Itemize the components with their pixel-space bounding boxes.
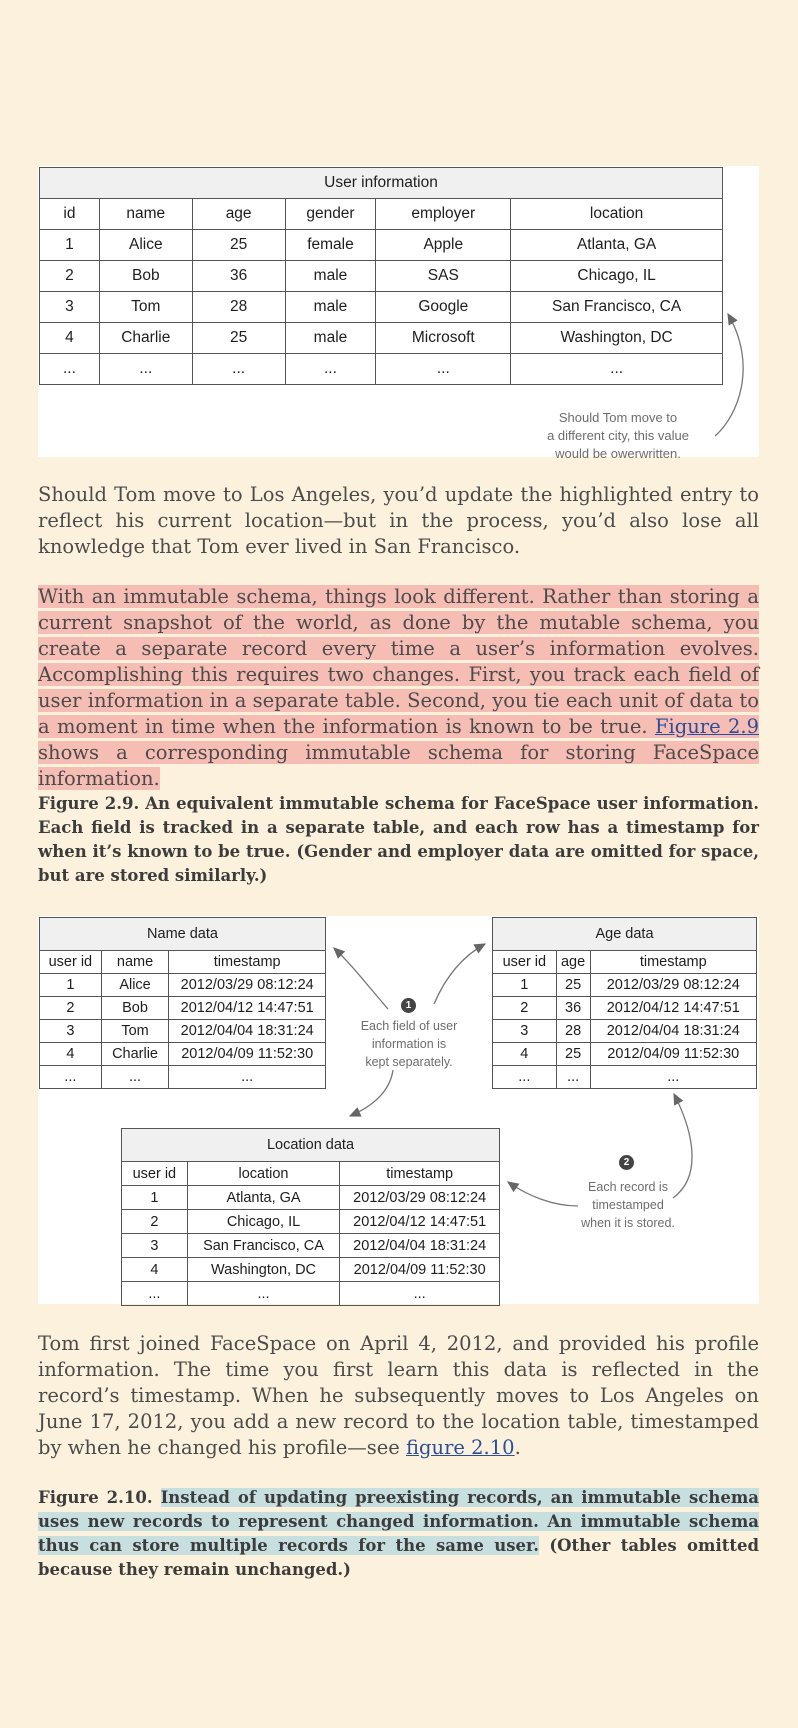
cell: 2012/04/09 11:52:30 xyxy=(590,1043,756,1066)
cell: 3 xyxy=(122,1234,188,1258)
cell: San Francisco, CA xyxy=(187,1234,340,1258)
cell: 2012/03/29 08:12:24 xyxy=(169,974,326,997)
overwrite-arrow xyxy=(38,166,759,457)
column-header: employer xyxy=(376,199,511,230)
cell: 3 xyxy=(40,1020,102,1043)
cell: 2012/04/12 14:47:51 xyxy=(340,1210,500,1234)
figure-2-9-caption: Figure 2.9. An equivalent immutable schema for FaceSpace user information. Each field is tracked in a separate table, and each row has a timestamp for when it’s known to be true. (Gender and employer data are omitted for space, but are stored similarly.) xyxy=(38,794,759,885)
paragraph-text: With an immutable schema, things look different. Rather than storing a current snapshot of the world, as done by the mutable schema, you create a separate record every time a user’s information evolves. Accomplishing this requires two changes. First, you track each field of user information in a separate table. Second, you tie each unit of data to a moment in time when the information is known to be true. xyxy=(38,585,759,738)
cell: SAS xyxy=(376,261,511,292)
caption-rest: (Other tables omitted because they remain unchanged.) xyxy=(38,1536,759,1579)
cell: ... xyxy=(285,354,376,385)
user-information-title: User information xyxy=(40,168,723,199)
cell: 2012/03/29 08:12:24 xyxy=(590,974,756,997)
cell: Washington, DC xyxy=(511,323,723,354)
cell: ... xyxy=(40,1066,102,1089)
cell: male xyxy=(285,261,376,292)
figure-2-10-caption xyxy=(38,1486,759,1582)
cell: ... xyxy=(511,354,723,385)
cell: ... xyxy=(556,1066,590,1089)
column-header: timestamp xyxy=(590,951,756,974)
column-header: user id xyxy=(40,951,102,974)
figure-2-10-link[interactable]: figure 2.10 xyxy=(406,1436,515,1459)
column-header: age xyxy=(556,951,590,974)
cell: 1 xyxy=(40,974,102,997)
location-data-title: Location data xyxy=(122,1129,500,1162)
cell: ... xyxy=(169,1066,326,1089)
cell: 36 xyxy=(192,261,285,292)
cell: 1 xyxy=(40,230,100,261)
note-line: Each field of user xyxy=(360,1019,458,1033)
cell: Apple xyxy=(376,230,511,261)
cell: 2 xyxy=(493,997,557,1020)
cell: Bob xyxy=(101,997,169,1020)
cell: Bob xyxy=(99,261,192,292)
cell: 25 xyxy=(192,323,285,354)
cell: Alice xyxy=(101,974,169,997)
note-line: timestamped xyxy=(592,1198,664,1212)
arrow-to-age-table xyxy=(434,944,485,1004)
cell: Washington, DC xyxy=(187,1258,340,1282)
note-line: Should Tom move to xyxy=(558,410,678,425)
cell: ... xyxy=(99,354,192,385)
arrow-note2-to-age xyxy=(673,1094,692,1198)
cell: 2012/03/29 08:12:24 xyxy=(340,1186,500,1210)
cell: Charlie xyxy=(101,1043,169,1066)
cell: 2012/04/04 18:31:24 xyxy=(340,1234,500,1258)
paragraph-text: . xyxy=(514,1436,521,1459)
cell: 1 xyxy=(122,1186,188,1210)
cell: Chicago, IL xyxy=(511,261,723,292)
highlighted-location-cell: San Francisco, CA xyxy=(511,292,723,323)
cell: 3 xyxy=(493,1020,557,1043)
note-line: would be owerwritten. xyxy=(555,446,681,461)
note-line: information is xyxy=(371,1037,447,1051)
figure-arrows xyxy=(38,916,759,1304)
cell: 2 xyxy=(122,1210,188,1234)
column-header: gender xyxy=(285,199,376,230)
cell: ... xyxy=(40,354,100,385)
column-header: id xyxy=(40,199,100,230)
cell: 28 xyxy=(192,292,285,323)
cell: 2012/04/09 11:52:30 xyxy=(340,1258,500,1282)
arrow-to-name-table xyxy=(334,948,388,1009)
cell: 1 xyxy=(493,974,557,997)
cell: 4 xyxy=(40,323,100,354)
cell: 25 xyxy=(556,974,590,997)
paragraph-text: Tom first joined FaceSpace on April 4, 2012, and provided his profile information. The time you first learn this data is reflected in the record’s timestamp. When he subsequently moves to Los Angeles on June 17, 2012, you add a new record to the location table, timestamped by when he changed his profile—see xyxy=(38,1332,759,1459)
note-line: kept separately. xyxy=(365,1055,453,1069)
cell: 2 xyxy=(40,261,100,292)
column-header: location xyxy=(187,1162,340,1186)
cell: ... xyxy=(340,1282,500,1306)
caption-highlighted-text: Instead of updating preexisting records, an immutable schema uses new records to represent changed information. An immutable schema thus can store multiple records for the same user. xyxy=(38,1488,759,1555)
cell: Microsoft xyxy=(376,323,511,354)
paragraph-text: shows a corresponding immutable schema for storing FaceSpace information. xyxy=(38,741,759,790)
cell: 2012/04/12 14:47:51 xyxy=(590,997,756,1020)
paragraph-tom-moves xyxy=(38,1331,759,1461)
cell: Atlanta, GA xyxy=(187,1186,340,1210)
column-header: age xyxy=(192,199,285,230)
figure-immutable-schema xyxy=(38,916,759,1304)
column-header: name xyxy=(99,199,192,230)
column-header: timestamp xyxy=(340,1162,500,1186)
figure-2-9-link[interactable]: Figure 2.9 xyxy=(654,715,759,738)
note-line: Each record is xyxy=(588,1180,668,1194)
cell: 36 xyxy=(556,997,590,1020)
cell: male xyxy=(285,292,376,323)
cell: Google xyxy=(376,292,511,323)
cell: ... xyxy=(122,1282,188,1306)
cell: ... xyxy=(187,1282,340,1306)
cell: 2012/04/04 18:31:24 xyxy=(169,1020,326,1043)
note-2-badge: 2 xyxy=(619,1155,634,1170)
cell: 25 xyxy=(192,230,285,261)
cell: ... xyxy=(101,1066,169,1089)
note-1-badge: 1 xyxy=(401,998,416,1013)
note-line: when it is stored. xyxy=(581,1216,675,1230)
age-data-title: Age data xyxy=(493,918,757,951)
column-header: user id xyxy=(493,951,557,974)
cell: ... xyxy=(376,354,511,385)
name-data-title: Name data xyxy=(40,918,326,951)
cell: 28 xyxy=(556,1020,590,1043)
cell: male xyxy=(285,323,376,354)
cell: 2012/04/09 11:52:30 xyxy=(169,1043,326,1066)
cell: Charlie xyxy=(99,323,192,354)
cell: 2 xyxy=(40,997,102,1020)
paragraph-immutable-schema xyxy=(38,584,759,792)
cell: Tom xyxy=(99,292,192,323)
paragraph-overwrite-explanation: Should Tom move to Los Angeles, you’d update the highlighted entry to reflect his current location—but in the process, you’d also lose all knowledge that Tom ever lived in San Francisco. xyxy=(38,483,759,558)
column-header: timestamp xyxy=(169,951,326,974)
caption-label: Figure 2.10. xyxy=(38,1488,153,1507)
cell: 2012/04/04 18:31:24 xyxy=(590,1020,756,1043)
cell: Alice xyxy=(99,230,192,261)
cell: Chicago, IL xyxy=(187,1210,340,1234)
cell: Tom xyxy=(101,1020,169,1043)
note-line: a different city, this value xyxy=(547,428,689,443)
arrow-note2-to-location xyxy=(508,1182,578,1206)
cell: 4 xyxy=(493,1043,557,1066)
cell: ... xyxy=(590,1066,756,1089)
cell: ... xyxy=(493,1066,557,1089)
figure-user-information xyxy=(38,166,759,461)
column-header: user id xyxy=(122,1162,188,1186)
column-header: name xyxy=(101,951,169,974)
highlighted-text xyxy=(38,585,759,790)
cell: 4 xyxy=(122,1258,188,1282)
arrow-to-location-table xyxy=(350,1070,393,1116)
cell: 2012/04/12 14:47:51 xyxy=(169,997,326,1020)
column-header: location xyxy=(511,199,723,230)
cell: 4 xyxy=(40,1043,102,1066)
cell: ... xyxy=(192,354,285,385)
cell: 3 xyxy=(40,292,100,323)
cell: 25 xyxy=(556,1043,590,1066)
cell: Atlanta, GA xyxy=(511,230,723,261)
cell: female xyxy=(285,230,376,261)
